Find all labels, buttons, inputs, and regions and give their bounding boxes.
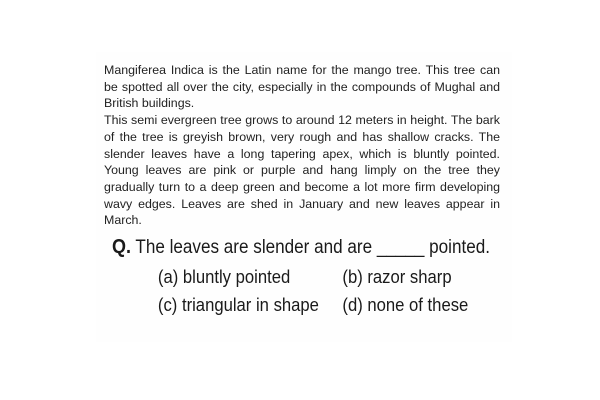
passage-paragraph-1: Mangiferea Indica is the Latin name for the mango tree. This tree can be spotted all over the city, especially in the compounds of Mughal and British buildings. xyxy=(104,63,500,111)
options-row-1 xyxy=(112,266,490,294)
option-c[interactable]: (c) triangular in shape xyxy=(157,294,319,315)
passage-paragraph-2: This semi evergreen tree grows to around 12 meters in height. The bark of the tree is greyish brown, very rough and has shallow cracks. The slender leaves have a long tapering apex, which is bluntly pointed. Young leaves are pink or purple and hang limply on the tree they gradually turn to a deep green and become a lot more firm developing wavy edges. Leaves are shed in January and new leaves appear in March. xyxy=(104,113,500,228)
option-a[interactable]: (a) bluntly pointed xyxy=(157,266,291,287)
option-d[interactable]: (d) none of these xyxy=(342,294,469,315)
question-row xyxy=(112,236,490,266)
question-text: The leaves are slender and are _____ pointed. xyxy=(135,237,490,258)
option-b[interactable]: (b) razor sharp xyxy=(342,266,452,287)
reading-passage xyxy=(104,62,500,229)
options-row-2 xyxy=(112,294,490,322)
question-block xyxy=(112,236,532,322)
question-label: Q. xyxy=(112,236,132,258)
